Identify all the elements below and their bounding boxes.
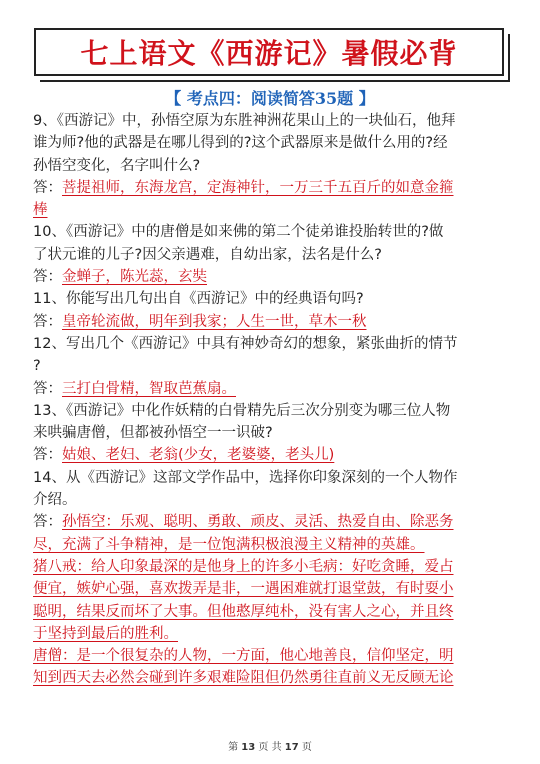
answer-line (33, 511, 513, 533)
question-line: 了状元谁的儿子?因父亲遇难，自幼出家，法名是什么? (33, 246, 382, 263)
answer-text: 孙悟空：乐观、聪明、勇敢、顽皮、灵活、热爱自由、除恶务 (62, 514, 454, 531)
answer-prefix: 答： (33, 514, 62, 531)
footer-total-pages: 17 (284, 742, 299, 753)
answer-prefix: 答： (33, 447, 62, 464)
answer-continuation (33, 645, 513, 667)
answer-text: 棒 (33, 202, 48, 219)
answer-continuation (33, 556, 513, 578)
question-line: 孙悟空变化，名字叫什么? (33, 157, 201, 174)
answer-prefix: 答： (33, 313, 62, 330)
question-line: 介绍。 (33, 492, 77, 509)
section-heading: 【 考点四：阅读简答35题 】 (165, 89, 375, 108)
title-box (34, 28, 504, 76)
answer-text: 于坚持到最后的胜利。 (33, 625, 178, 642)
answer-text: 便宜，嫉妒心强，喜欢拨弄是非，一遇困难就打退堂鼓，有时耍小 (33, 581, 454, 598)
answer-continuation (33, 534, 513, 556)
answer-text: 金蝉子，陈光蕊，玄奘 (62, 269, 207, 286)
question-line: 13、《西游记》中化作妖精的白骨精先后三次分别变为哪三位人物 (33, 402, 451, 419)
answer-line (33, 378, 513, 400)
answer-text: 唐僧：是一个很复杂的人物，一方面，他心地善良，信仰坚定，明 (33, 648, 454, 665)
answer-text: 姑娘、老妇、老翁(少女，老婆婆，老头儿) (62, 447, 335, 464)
question-line: 10、《西游记》中的唐僧是如来佛的第二个徒弟谁投胎转世的?做 (33, 224, 444, 241)
answer-text: 聪明，结果反而坏了大事。但他憨厚纯朴，没有害人之心，并且终 (33, 603, 454, 620)
page-title: 七上语文《西游记》暑假必背 (80, 37, 458, 70)
answer-text: 菩提祖师，东海龙宫，定海神针，一万三千五百斤的如意金箍 (62, 179, 454, 196)
question-line: 11、你能写出几句出自《西游记》中的经典语句吗? (33, 291, 364, 308)
content (33, 110, 513, 690)
footer-post: 页 (301, 742, 312, 753)
answer-continuation (33, 199, 513, 221)
answer-text: 知到西天去必然会碰到许多艰难险阻但仍然勇往直前义无反顾无论 (33, 670, 454, 687)
answer-text: 尽，充满了斗争精神，是一位饱满积极浪漫主义精神的英雄。 (33, 536, 425, 553)
answer-text: 皇帝轮流做，明年到我家；人生一世，草木一秋 (62, 313, 367, 330)
footer-page-number: 13 (241, 742, 256, 753)
answer-prefix: 答： (33, 380, 62, 397)
answer-continuation (33, 601, 513, 623)
answer-line (33, 177, 513, 199)
answer-text: 三打白骨精，智取芭蕉扇。 (62, 380, 236, 397)
page-footer (0, 738, 540, 753)
answer-continuation (33, 578, 513, 600)
answer-line (33, 266, 513, 288)
answer-line (33, 444, 513, 466)
footer-mid: 页 共 (258, 742, 282, 753)
answer-prefix: 答： (33, 179, 62, 196)
footer-pre: 第 (228, 742, 239, 753)
answer-text: 猪八戒：给人印象最深的是他身上的许多小毛病：好吃贪睡，爱占 (33, 558, 454, 575)
question-line: ? (33, 358, 41, 375)
question-line: 来哄骗唐僧，但都被孙悟空一一识破? (33, 425, 273, 442)
question-line: 14、从《西游记》这部文学作品中，选择你印象深刻的一个人物作 (33, 469, 458, 486)
question-line: 9、《西游记》中，孙悟空原为东胜神洲花果山上的一块仙石，他拜 (33, 113, 456, 129)
answer-continuation (33, 667, 513, 689)
answer-line (33, 311, 513, 333)
question-line: 12、写出几个《西游记》中具有神妙奇幻的想象，紧张曲折的情节 (33, 335, 458, 352)
question-line: 谁为师?他的武器是在哪儿得到的?这个武器原来是做什么用的?经 (33, 135, 448, 152)
answer-continuation (33, 623, 513, 645)
answer-prefix: 答： (33, 269, 62, 286)
